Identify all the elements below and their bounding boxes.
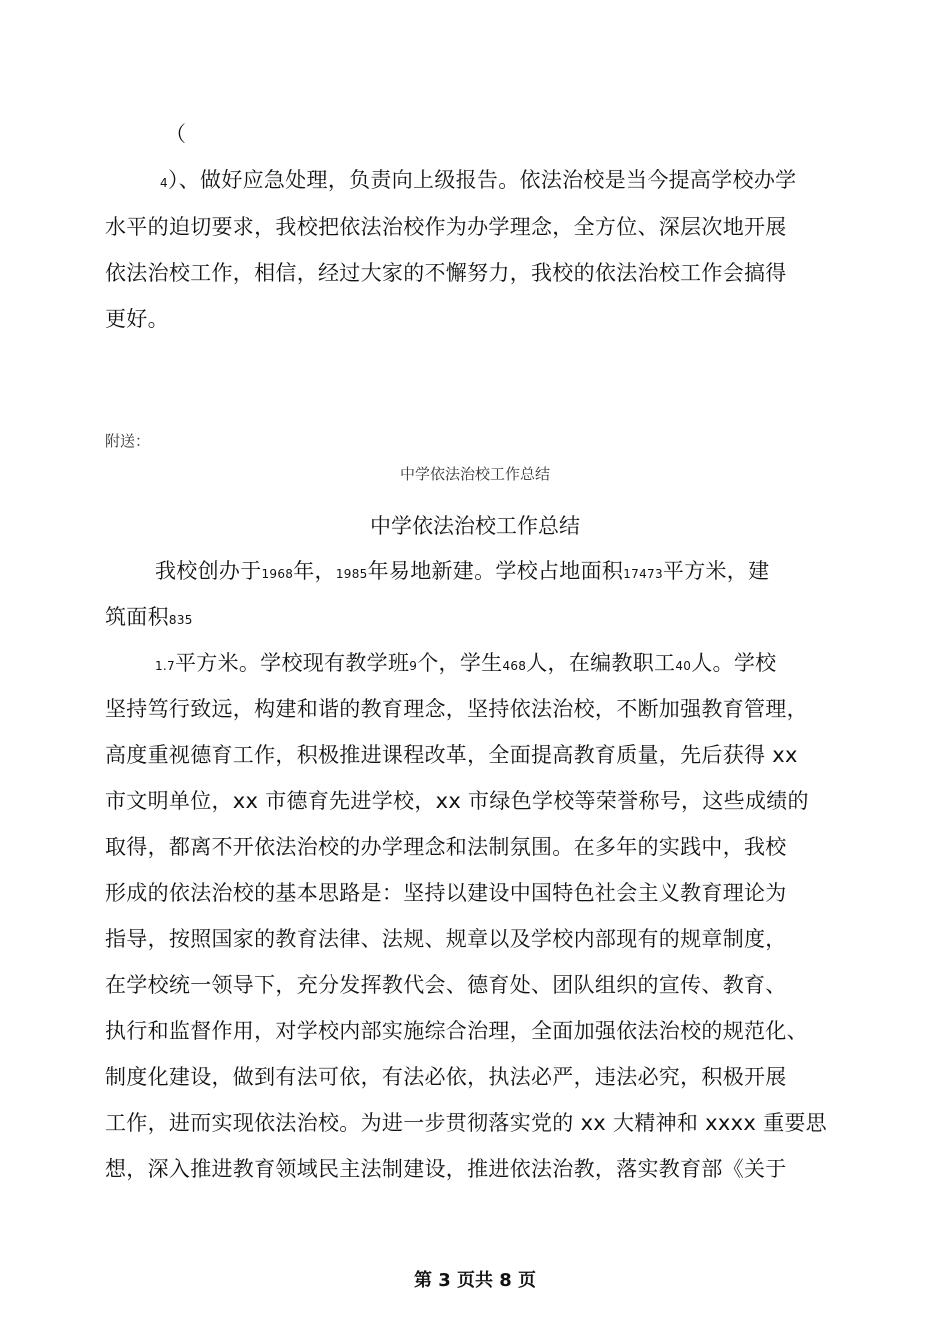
body-line-7: 取得，都离不开依法治校的办学理念和法制氛围。在多年的实践中，我校 <box>105 835 787 859</box>
body-line-6: 市文明单位，xx 市德育先进学校，xx 市绿色学校等荣誉称号，这些成绩的 <box>105 789 809 813</box>
body-line-10: 在学校统一领导下，充分发挥教代会、德育处、团队组织的宣传、教育、 <box>105 973 787 997</box>
body-line-2: 筑面积835 <box>105 605 193 629</box>
body-line-3: 1.7平方米。学校现有教学班9个，学生468人，在编教职工40人。学校 <box>155 651 777 675</box>
text-line-4: 更好。 <box>105 307 169 331</box>
body-line-1: 我校创办于1968年，1985年易地新建。学校占地面积17473平方米，建 <box>155 559 770 583</box>
body-line-4: 坚持笃行致远，构建和谐的教育理念，坚持依法治校，不断加强教育管理， <box>105 697 808 721</box>
text-line-2: 水平的迫切要求，我校把依法治校作为办学理念，全方位、深层次地开展 <box>105 215 787 239</box>
page-footer: 第 3 页共 8 页 <box>413 1270 537 1291</box>
open-paren: （ <box>165 122 186 146</box>
attachment-label: 附送： <box>105 432 151 450</box>
body-line-12: 制度化建设，做到有法可依，有法必依，执法必严，违法必究，积极开展 <box>105 1065 787 1089</box>
body-line-14: 想，深入推进教育领域民主法制建设，推进依法治教，落实教育部《关于 <box>105 1157 787 1181</box>
text-line-3: 依法治校工作，相信，经过大家的不懈努力，我校的依法治校工作会搞得 <box>105 261 787 285</box>
text-line-1: 4）、做好应急处理，负责向上级报告。依法治校是当今提高学校办学 <box>160 168 797 192</box>
body-line-5: 高度重视德育工作，积极推进课程改革，全面提高教育质量，先后获得 xx <box>105 743 798 767</box>
main-title: 中学依法治校工作总结 <box>370 514 580 538</box>
body-line-8: 形成的依法治校的基本思路是：坚持以建设中国特色社会主义教育理论为 <box>105 881 787 905</box>
small-title: 中学依法治校工作总结 <box>399 465 550 483</box>
body-line-9: 指导，按照国家的教育法律、法规、规章以及学校内部现有的规章制度， <box>105 927 787 951</box>
body-line-13: 工作，进而实现依法治校。为进一步贯彻落实党的 xx 大精神和 xxxx 重要思 <box>105 1111 827 1135</box>
body-line-11: 执行和监督作用，对学校内部实施综合治理，全面加强依法治校的规范化、 <box>105 1019 808 1043</box>
